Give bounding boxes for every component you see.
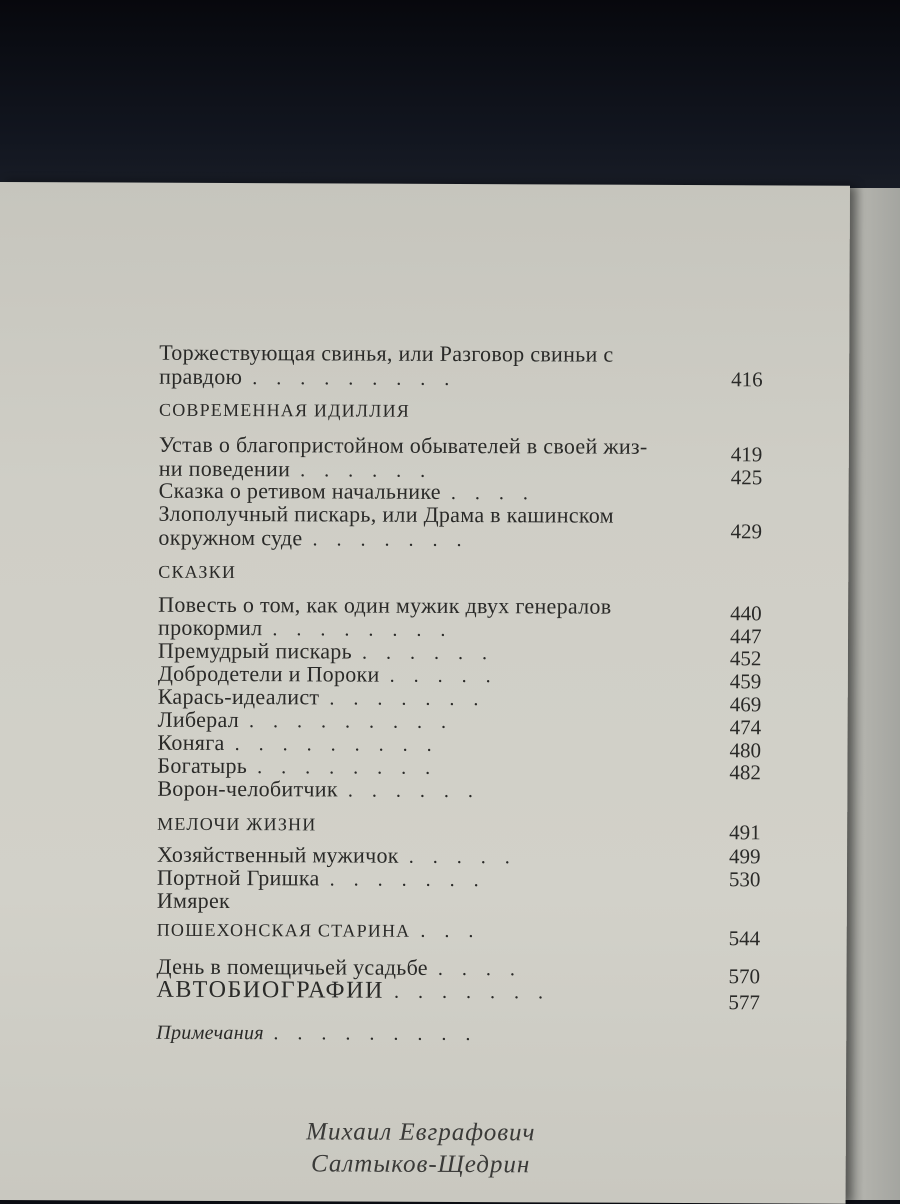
toc-section-heading: ПОШЕХОНСКАЯ СТАРИНА ... <box>156 919 493 943</box>
dark-background <box>0 0 900 200</box>
toc-page-number: 469 <box>729 692 762 717</box>
toc-entry: Портной Гришка ....... <box>156 864 498 892</box>
toc-entry: Хозяйственный мужичок ..... <box>157 841 529 869</box>
toc-page-number: 577 <box>728 990 760 1015</box>
toc-section-heading: СКАЗКИ <box>158 561 237 583</box>
toc-entry: Коняга ......... <box>157 729 451 756</box>
toc-entry: Ворон-челобитчик ...... <box>157 775 492 803</box>
toc-entry: Имярек <box>156 887 231 914</box>
toc-entry: ни поведении ...... <box>158 455 445 482</box>
toc-section-heading: АВТОБИОГРАФИИ ....... <box>156 976 563 1004</box>
toc-entry: Примечания ......... <box>156 1021 490 1046</box>
author-name-line1: Михаил Евграфович <box>306 1118 536 1147</box>
toc-page-number: 425 <box>730 465 763 490</box>
toc-section-heading: СОВРЕМЕННАЯ ИДИЛЛИЯ <box>158 399 411 421</box>
toc-page-number: 530 <box>728 867 761 892</box>
toc-entry: Либерал ......... <box>157 706 466 734</box>
toc-page-number: 491 <box>729 820 761 845</box>
toc-entry: окружном суде ....... <box>158 524 481 552</box>
toc-entry: прокормил ........ <box>158 614 465 642</box>
toc-page-number: 474 <box>729 715 762 740</box>
table-of-contents <box>0 182 850 1204</box>
toc-page-number: 452 <box>729 646 762 671</box>
toc-entry: правдою ......... <box>159 363 469 391</box>
toc-entry: Повесть о том, как один мужик двух генералов <box>158 591 612 619</box>
toc-page-number: 440 <box>730 601 762 626</box>
toc-page-number: 544 <box>728 926 761 951</box>
toc-page-number: 447 <box>729 624 762 649</box>
toc-entry: Устав о благопристойном обывателей в своей жиз- <box>158 431 648 459</box>
author-name-line2: Салтыков-Щедрин <box>311 1150 531 1179</box>
toc-page-number: 499 <box>729 844 761 869</box>
toc-entry: Премудрый пискарь ...... <box>157 637 507 665</box>
toc-page-number: 459 <box>729 669 762 694</box>
toc-entry: Торжествующая свинья, или Разговор свиньи с <box>159 339 614 367</box>
toc-page-number: 482 <box>729 760 761 785</box>
toc-page-number: 480 <box>729 738 762 763</box>
book-page <box>0 182 850 1204</box>
toc-entry: День в помещичьей усадьбе .... <box>156 953 534 981</box>
toc-entry: Карась-идеалист ....... <box>157 683 498 711</box>
toc-entry: Богатырь ........ <box>157 752 450 779</box>
toc-page-number: 416 <box>731 367 763 392</box>
toc-entry: Сказка о ретивом начальнике .... <box>158 477 547 505</box>
toc-page-number: 419 <box>730 442 763 467</box>
toc-page-number: 570 <box>728 964 761 989</box>
toc-section-heading: МЕЛОЧИ ЖИЗНИ <box>157 813 317 835</box>
toc-entry: Добродетели и Пороки ..... <box>157 660 510 688</box>
toc-page-number: 429 <box>730 519 763 544</box>
toc-entry: Злополучный пискарь, или Драма в кашинском <box>158 500 614 528</box>
